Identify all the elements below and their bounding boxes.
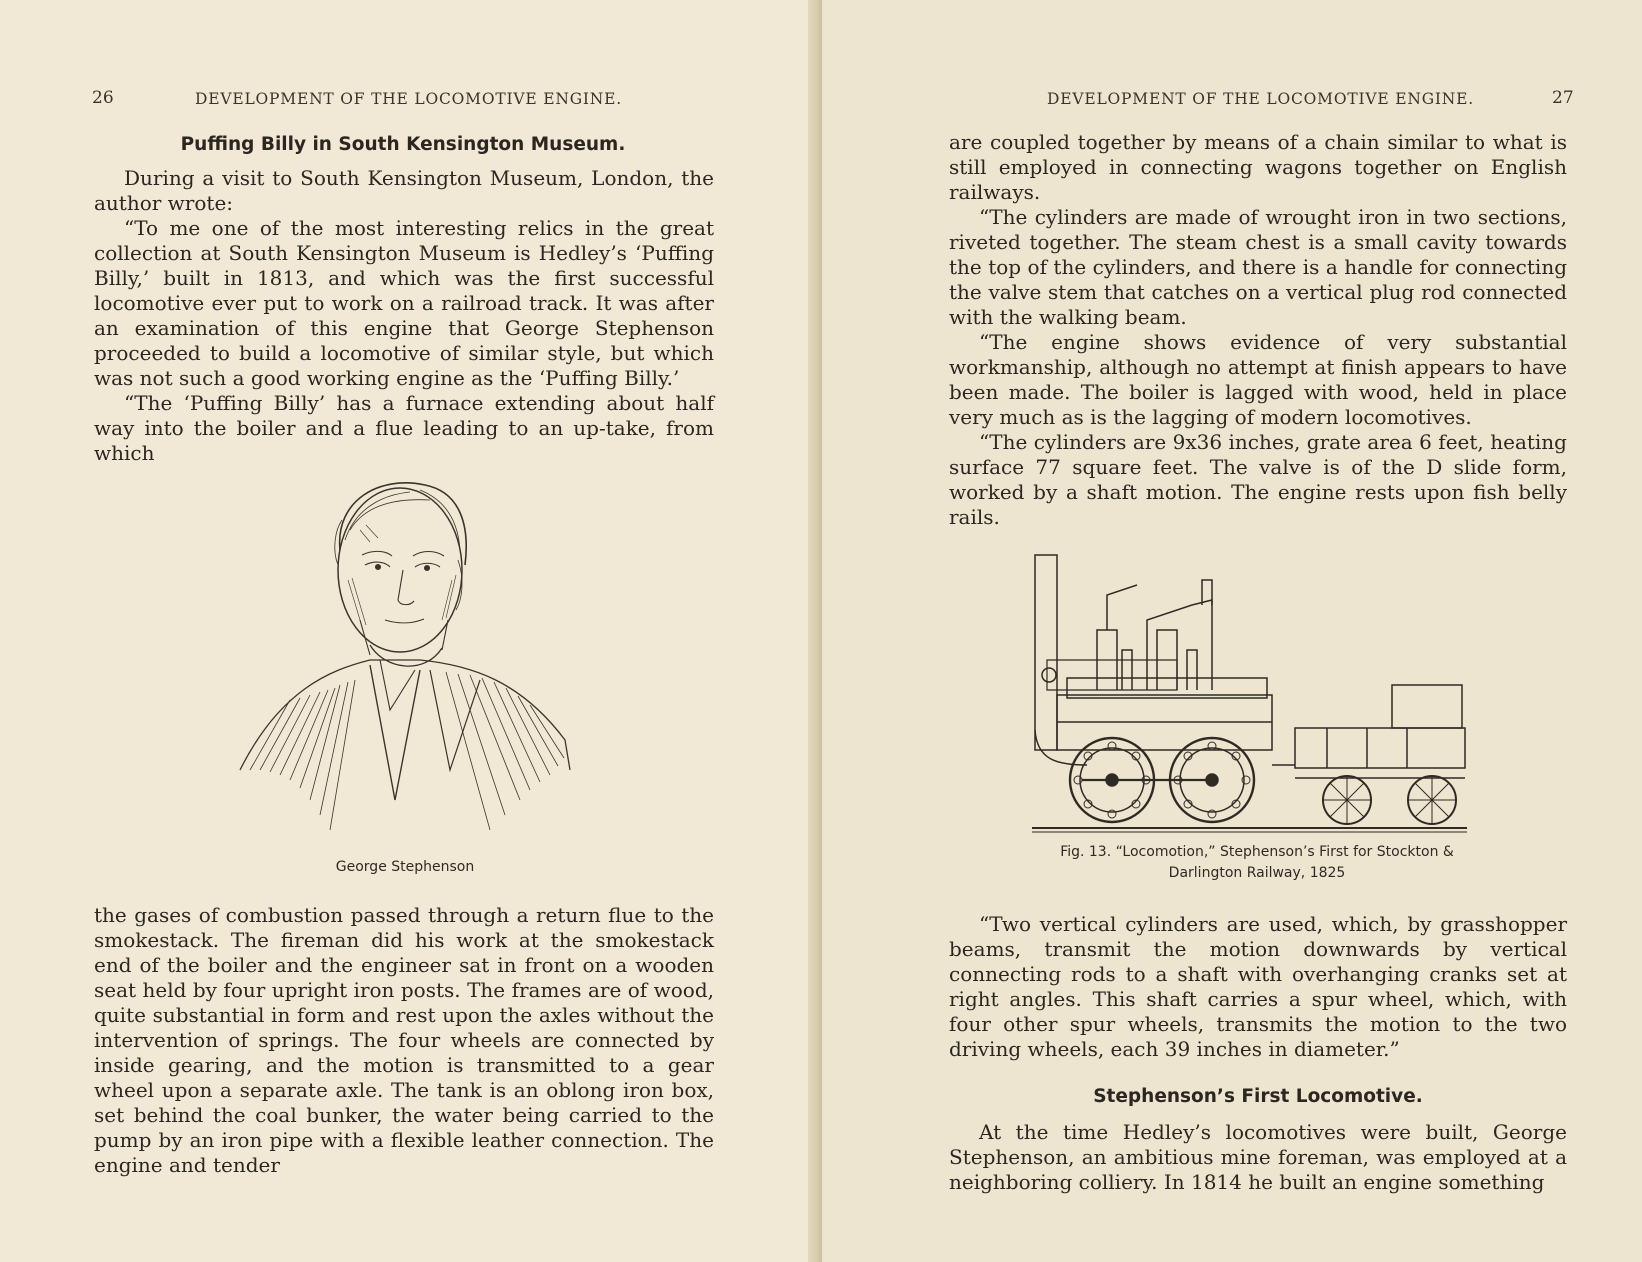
- george-stephenson-portrait: [220, 470, 590, 890]
- paragraph: “To me one of the most interesting relics in the great collection at South Kensington Museum is Hedley’s ‘Puffing Billy,’ built in 1813, and which was the first successful locomotive ever put to work on a railroad track. It was after an examination of this engine that George Stephenson proceeded to build a locomotive of similar style, but which was not such a good working engine as the ‘Puffing Billy.’: [94, 216, 714, 390]
- paragraph: “The engine shows evidence of very substantial workmanship, although no attempt at finish appears to have been made. The boiler is lagged with wood, held in place very much as is the lagging of modern locomotives.: [949, 330, 1567, 429]
- right-page: [822, 0, 1642, 1262]
- right-section-heading: Stephenson’s First Locomotive.: [1093, 1086, 1423, 1107]
- left-body-bottom: [94, 903, 714, 1178]
- paragraph: “The ‘Puffing Billy’ has a furnace extending about half way into the boiler and a flue leading to an up-take, from which: [94, 391, 714, 465]
- paragraph: “The cylinders are made of wrought iron in two sections, riveted together. The steam chest is a small cavity towards the top of the cylinders, and there is a handle for connecting the valve stem that catches on a vertical plug rod connected with the walking beam.: [949, 205, 1567, 329]
- right-running-head: DEVELOPMENT OF THE LOCOMOTIVE ENGINE.: [1047, 90, 1475, 108]
- paragraph: “Two vertical cylinders are used, which, by grasshopper beams, transmit the motion downwards by vertical connecting rods to a shaft with overhanging cranks set at right angles. This shaft carries a spur wheel, which, with four other spur wheels, transmits the motion to the two driving wheels, each 39 inches in diameter.”: [949, 912, 1567, 1061]
- locomotion-engine-illustration: [1027, 550, 1467, 835]
- left-section-heading: Puffing Billy in South Kensington Museum.: [180, 134, 626, 155]
- paragraph: the gases of combustion passed through a return flue to the smokestack. The fireman did his work at the smokestack end of the boiler and the engineer sat in front on a wooden seat held by four upright iron posts. The frames are of wood, quite substantial in form and rest upon the axles without the intervention of springs. The four wheels are connected by inside gearing, and the motion is transmitted to a gear wheel upon a separate axle. The tank is an oblong iron box, set behind the coal bunker, the water being carried to the pump by an iron pipe with a flexible leather connection. The engine and tender: [94, 903, 714, 1177]
- right-body-middle: [949, 912, 1567, 1062]
- right-page-number: 27: [1552, 88, 1574, 108]
- figure-caption-line-2: Darlington Railway, 1825: [1168, 865, 1346, 881]
- figure-caption: [1012, 842, 1502, 884]
- paragraph: At the time Hedley’s locomotives were built, George Stephenson, an ambitious mine foreman, was employed at a neighboring colliery. In 1814 he built an engine something: [949, 1120, 1567, 1194]
- portrait-caption: George Stephenson: [335, 859, 475, 875]
- right-body-bottom: [949, 1120, 1567, 1195]
- right-body-top: [949, 130, 1567, 530]
- paragraph: During a visit to South Kensington Museum, London, the author wrote:: [94, 166, 714, 215]
- left-body-top: [94, 166, 714, 466]
- paragraph: are coupled together by means of a chain similar to what is still employed in connecting wagons together on English railways.: [949, 130, 1567, 204]
- left-running-head: DEVELOPMENT OF THE LOCOMOTIVE ENGINE.: [195, 90, 623, 108]
- left-page: [0, 0, 818, 1262]
- figure-caption-line-1: Fig. 13. “Locomotion,” Stephenson’s First for Stockton &: [1060, 844, 1454, 860]
- left-page-number: 26: [92, 88, 114, 108]
- paragraph: “The cylinders are 9x36 inches, grate area 6 feet, heating surface 77 square feet. The valve is of the D slide form, worked by a shaft motion. The engine rests upon fish belly rails.: [949, 430, 1567, 529]
